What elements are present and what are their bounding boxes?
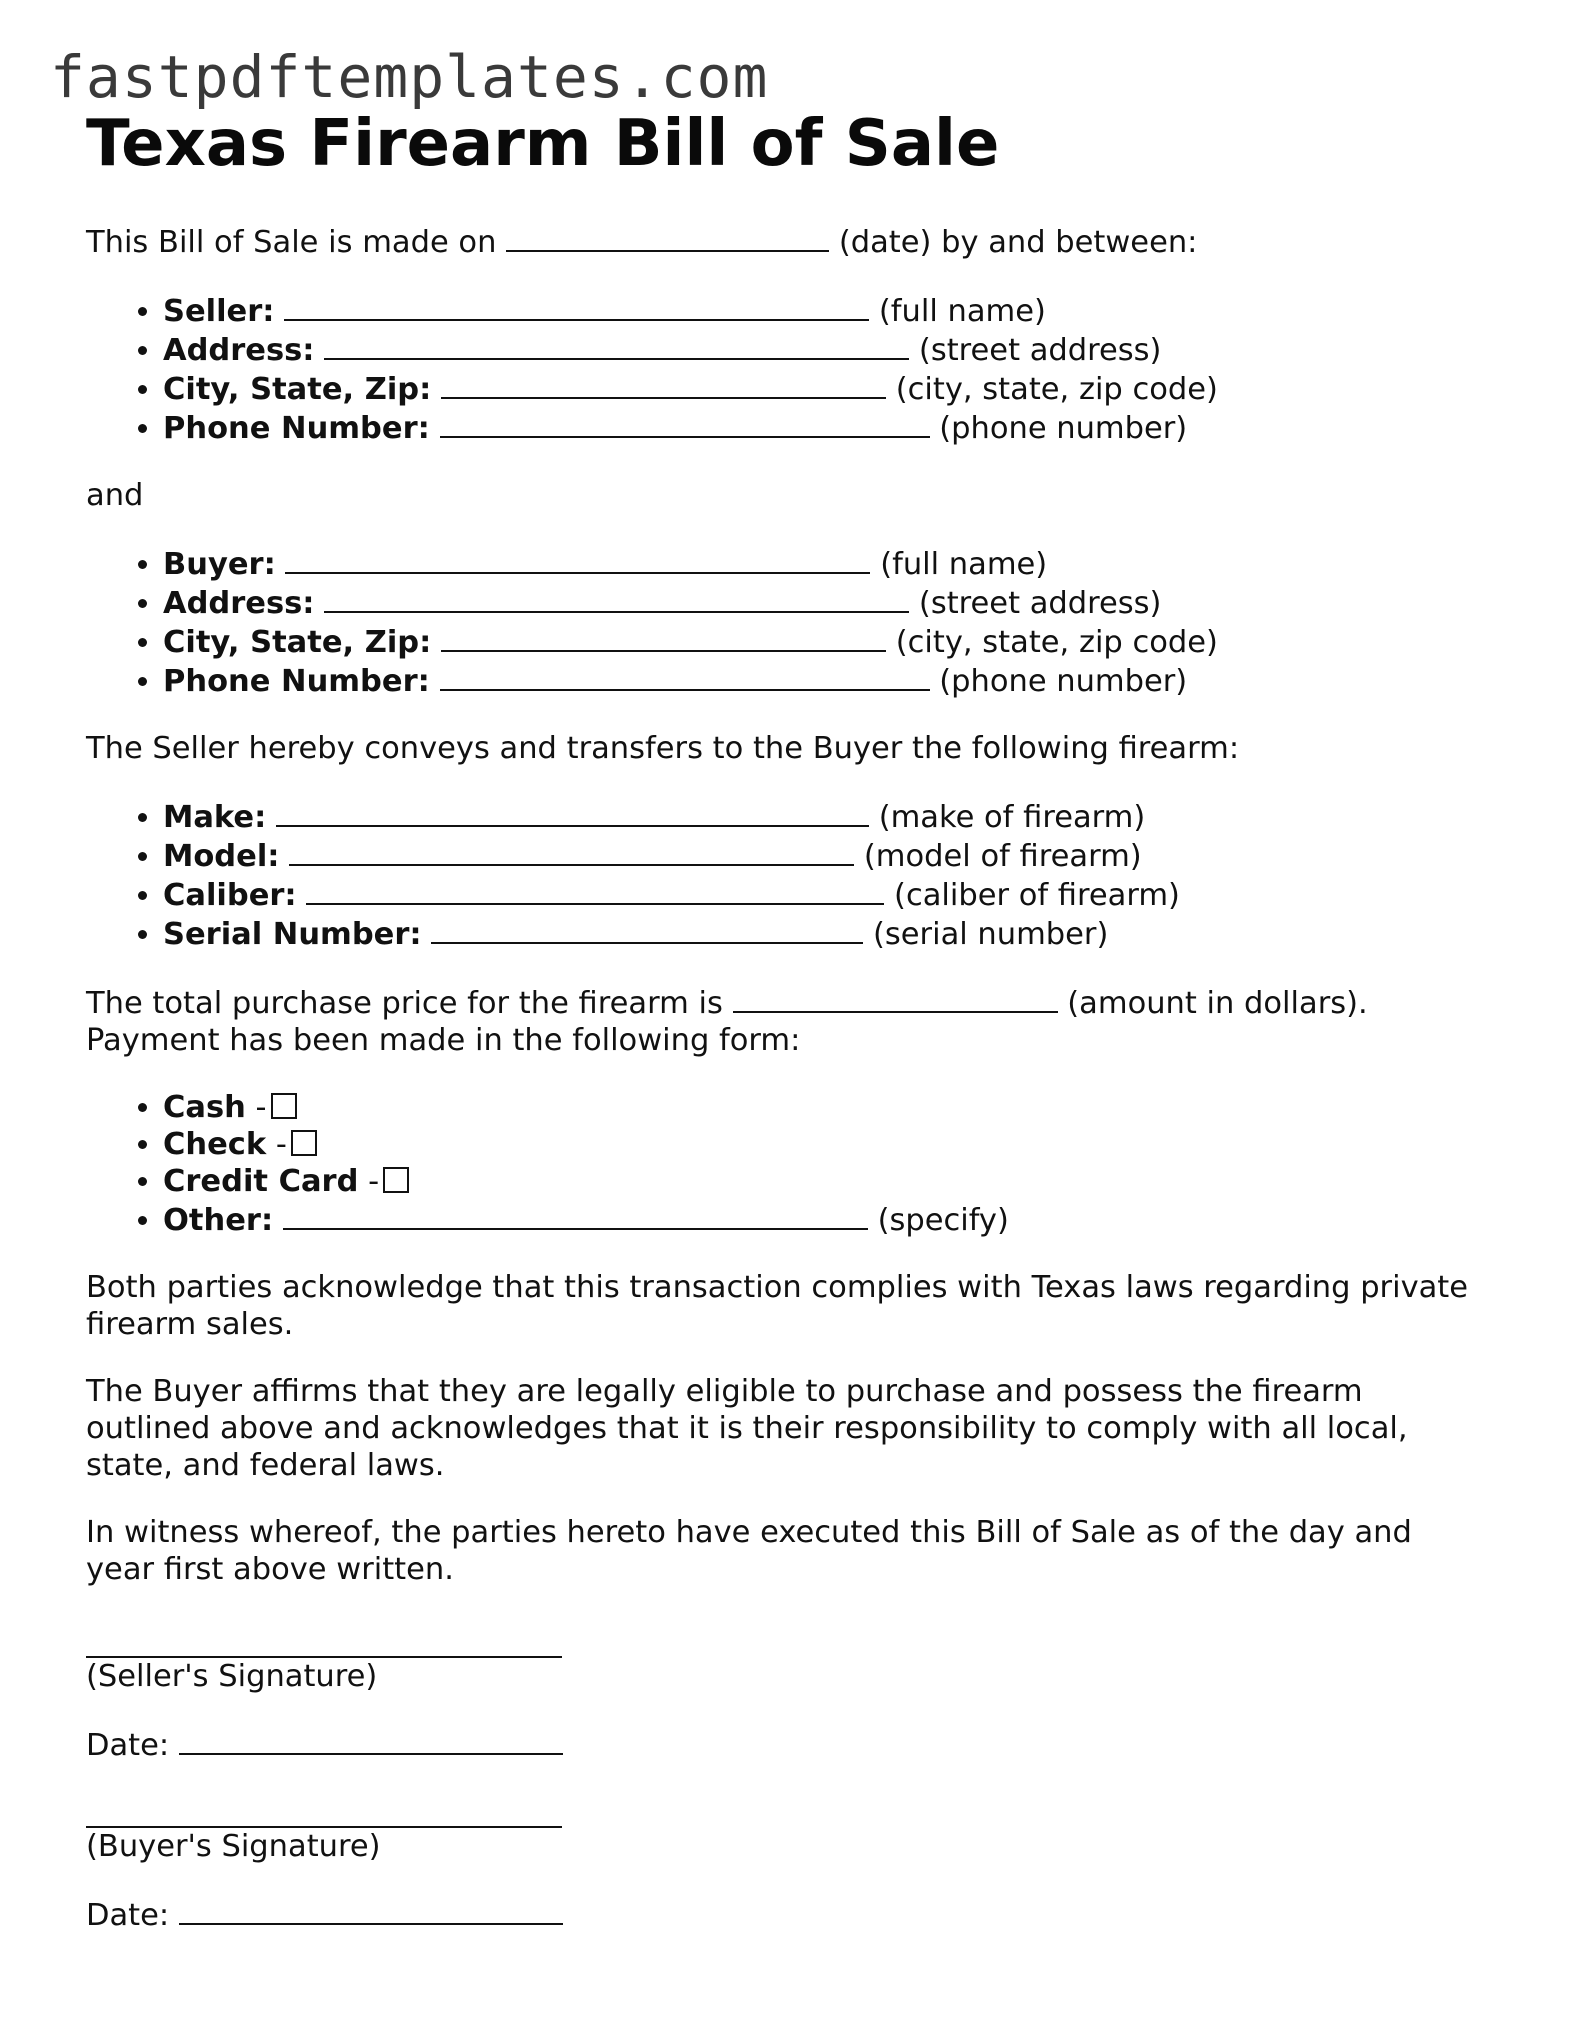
payment-card-label: Credit Card	[163, 1164, 359, 1199]
seller-address-hint: (street address)	[918, 333, 1162, 368]
seller-address-label: Address:	[163, 333, 315, 368]
seller-city-hint: (city, state, zip code)	[895, 372, 1218, 407]
seller-name-hint: (full name)	[878, 294, 1046, 329]
firearm-make-field[interactable]	[276, 797, 869, 827]
buyer-phone-label: Phone Number:	[163, 664, 430, 699]
buyer-address-hint: (street address)	[918, 586, 1162, 621]
firearm-model-hint: (model of firearm)	[863, 839, 1142, 874]
firearm-serial-item	[163, 914, 1486, 953]
firearm-serial-field[interactable]	[431, 914, 863, 944]
buyer-list	[86, 544, 1486, 700]
buyer-phone-field[interactable]	[440, 661, 930, 691]
firearm-model-item	[163, 836, 1486, 875]
page-title: Texas Firearm Bill of Sale	[86, 107, 1000, 181]
buyer-date-label: Date:	[86, 1898, 170, 1933]
buyer-signature-field[interactable]	[86, 1794, 562, 1828]
payment-card-dash: -	[368, 1164, 380, 1199]
payment-other-item	[163, 1200, 1486, 1239]
seller-date-label: Date:	[86, 1728, 170, 1763]
buyer-address-field[interactable]	[324, 583, 909, 613]
payment-list	[86, 1089, 1486, 1239]
intro-after: (date) by and between:	[838, 225, 1198, 260]
buyer-city-label: City, State, Zip:	[163, 625, 432, 660]
and-text: and	[86, 478, 144, 513]
price-paragraph	[86, 983, 1486, 1059]
firearm-caliber-item	[163, 875, 1486, 914]
seller-name-item	[163, 291, 1486, 330]
payment-cash-label: Cash	[163, 1090, 246, 1125]
seller-address-item	[163, 330, 1486, 369]
payment-check-dash: -	[275, 1127, 287, 1162]
credit-card-checkbox[interactable]	[383, 1167, 409, 1193]
buyer-address-label: Address:	[163, 586, 315, 621]
date-field[interactable]	[506, 222, 829, 252]
firearm-make-hint: (make of firearm)	[878, 800, 1146, 835]
seller-phone-item	[163, 408, 1486, 447]
buyer-name-hint: (full name)	[880, 547, 1048, 582]
seller-phone-field[interactable]	[440, 408, 930, 438]
seller-city-label: City, State, Zip:	[163, 372, 432, 407]
firearm-make-item	[163, 797, 1486, 836]
firearm-serial-label: Serial Number:	[163, 917, 422, 952]
firearm-caliber-label: Caliber:	[163, 878, 297, 913]
seller-phone-label: Phone Number:	[163, 411, 430, 446]
price-field[interactable]	[733, 983, 1058, 1013]
watermark: fastpdftemplates.com	[50, 43, 769, 111]
payment-other-hint: (specify)	[877, 1203, 1009, 1238]
buyer-name-field[interactable]	[285, 544, 870, 574]
payment-card-item	[163, 1163, 1486, 1200]
buyer-phone-hint: (phone number)	[939, 664, 1188, 699]
payment-check-label: Check	[163, 1127, 267, 1162]
intro-before: This Bill of Sale is made on	[86, 225, 497, 260]
seller-signature-label: (Seller's Signature)	[86, 1659, 378, 1694]
buyer-date-field[interactable]	[179, 1895, 563, 1925]
payment-other-label: Other:	[163, 1203, 274, 1238]
seller-city-item	[163, 369, 1486, 408]
price-after: (amount in dollars).	[1067, 986, 1368, 1021]
buyer-phone-item	[163, 661, 1486, 700]
seller-list	[86, 291, 1486, 447]
transfer-text: The Seller hereby conveys and transfers to the Buyer the following firearm:	[86, 731, 1240, 766]
buyer-city-field[interactable]	[441, 622, 886, 652]
firearm-model-label: Model:	[163, 839, 280, 874]
buyer-date-line	[86, 1895, 1486, 1934]
firearm-serial-hint: (serial number)	[873, 917, 1109, 952]
eligibility-paragraph: The Buyer affirms that they are legally eligible to purchase and possess the firearm outlined above and acknowledges that it is their responsibility to comply with all local, state, and federal laws.	[86, 1374, 1408, 1483]
buyer-city-item	[163, 622, 1486, 661]
buyer-address-item	[163, 583, 1486, 622]
check-checkbox[interactable]	[291, 1130, 317, 1156]
firearm-caliber-field[interactable]	[306, 875, 884, 905]
seller-date-field[interactable]	[179, 1725, 563, 1755]
witness-paragraph: In witness whereof, the parties hereto have executed this Bill of Sale as of the day and year first above written.	[86, 1515, 1412, 1587]
seller-address-field[interactable]	[324, 330, 909, 360]
buyer-name-label: Buyer:	[163, 547, 276, 582]
seller-name-field[interactable]	[284, 291, 869, 321]
price-before: The total purchase price for the firearm is	[86, 986, 723, 1021]
intro-line	[86, 222, 1486, 261]
document-body	[86, 222, 1486, 1964]
payment-check-item	[163, 1126, 1486, 1163]
payment-cash-dash: -	[255, 1090, 267, 1125]
cash-checkbox[interactable]	[271, 1093, 297, 1119]
buyer-city-hint: (city, state, zip code)	[895, 625, 1218, 660]
compliance-paragraph: Both parties acknowledge that this transaction complies with Texas laws regarding private firearm sales.	[86, 1270, 1469, 1342]
seller-date-line	[86, 1725, 1486, 1764]
firearm-list	[86, 797, 1486, 953]
payment-cash-item	[163, 1089, 1486, 1126]
seller-city-field[interactable]	[441, 369, 886, 399]
firearm-model-field[interactable]	[289, 836, 854, 866]
firearm-caliber-hint: (caliber of firearm)	[894, 878, 1180, 913]
price-line2: Payment has been made in the following form:	[86, 1023, 801, 1058]
buyer-signature-label: (Buyer's Signature)	[86, 1829, 381, 1864]
buyer-name-item	[163, 544, 1486, 583]
seller-name-label: Seller:	[163, 294, 275, 329]
payment-other-field[interactable]	[283, 1200, 868, 1230]
firearm-make-label: Make:	[163, 800, 267, 835]
seller-signature-field[interactable]	[86, 1624, 562, 1658]
seller-phone-hint: (phone number)	[939, 411, 1188, 446]
seller-signature-block	[86, 1624, 1486, 1764]
buyer-signature-block	[86, 1794, 1486, 1934]
